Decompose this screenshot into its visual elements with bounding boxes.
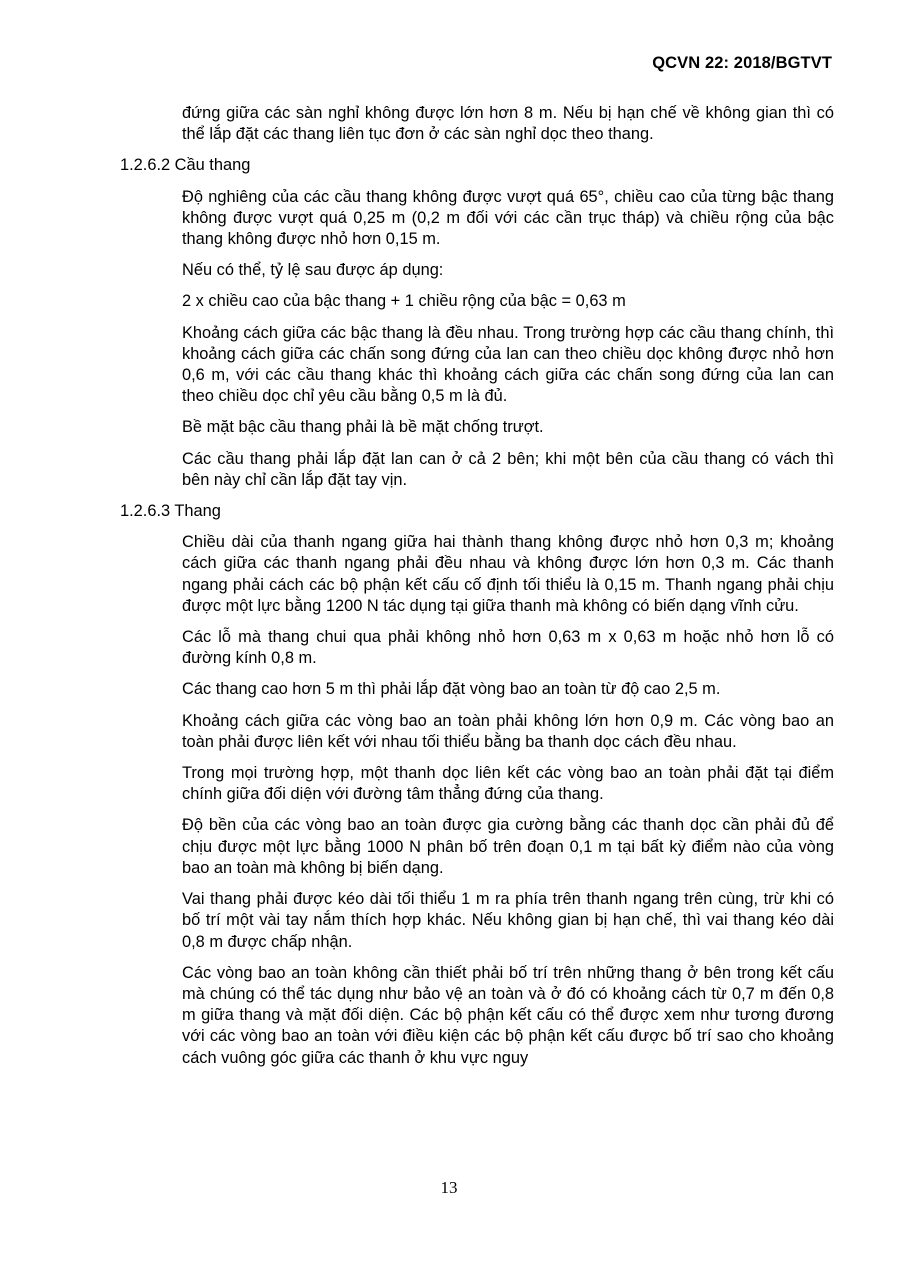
paragraph-stair-slope: Độ nghiêng của các cầu thang không được vượt quá 65°, chiều cao của từng bậc thang không được vượt quá 0,25 m (0,2 m đối với các cần trục tháp) và chiều rộng của bậc thang không được nhỏ hơn 0,15 m.: [182, 187, 834, 249]
paragraph-rung-length: Chiều dài của thanh ngang giữa hai thành thang không được nhỏ hơn 0,3 m; khoảng cách giữa các thanh ngang phải đều nhau và không được lớn hơn 0,3 m. Các thanh ngang phải cách các bộ phận kết cấu cố định tối thiểu là 0,15 m. Thanh ngang phải chịu được một lực bằng 1200 N tác dụng tại giữa thanh mà không có biến dạng vĩnh cửu.: [182, 533, 834, 615]
page-number: 13: [440, 1178, 458, 1197]
paragraph-safety-hoops-height: Các thang cao hơn 5 m thì phải lắp đặt vòng bao an toàn từ độ cao 2,5 m.: [182, 680, 721, 699]
paragraph-anti-slip: Bề mặt bậc cầu thang phải là bề mặt chống trượt.: [182, 418, 544, 437]
paragraph-ladder-extension: Vai thang phải được kéo dài tối thiểu 1 m ra phía trên thanh ngang trên cùng, trừ khi có bố trí một vài tay nắm thích hợp khác. Nếu không gian bị hạn chế, thì vai thang kéo dài 0,8 m được chấp nhận.: [182, 890, 834, 951]
section-heading-1-2-6-3: 1.2.6.3 Thang: [120, 502, 221, 521]
document-body: [0, 103, 898, 1079]
paragraph-hoop-strength: Độ bền của các vòng bao an toàn được gia cường bằng các thanh dọc cần phải đủ để chịu được một lực bằng 1000 N phân bố trên đoạn 0,1 m tại bất kỳ điểm nào của vòng bao an toàn mà không bị biến dạng.: [182, 816, 834, 877]
paragraph-hoop-center-bar: Trong mọi trường hợp, một thanh dọc liên kết các vòng bao an toàn phải đặt tại điểm chính giữa đối diện với đường tâm thẳng đứng của thang.: [182, 764, 834, 804]
paragraph-ratio-intro: Nếu có thể, tỷ lệ sau được áp dụng:: [182, 261, 444, 280]
document-header-code: QCVN 22: 2018/BGTVT: [652, 54, 832, 72]
paragraph-continuation: đứng giữa các sàn nghỉ không được lớn hơn 8 m. Nếu bị hạn chế về không gian thì có thể lắp đặt các thang liên tục đơn ở các sàn nghỉ dọc theo thang.: [182, 104, 834, 144]
paragraph-hoop-exemption: Các vòng bao an toàn không cần thiết phải bố trí trên những thang ở bên trong kết cấu mà chúng có thể tác dụng như bảo vệ an toàn và ở đó có khoảng cách từ 0,7 m đến 0,8 m giữa thang và mặt đối diện. Các bộ phận kết cấu có thể được xem như tương đương với các vòng bao an toàn với điều kiện các bộ phận kết cấu được bố trí sao cho khoảng cách vuông góc giữa các thanh ở khu vực nguy: [182, 963, 834, 1067]
section-heading-1-2-6-2: 1.2.6.2 Cầu thang: [120, 156, 251, 175]
paragraph-handrails: Các cầu thang phải lắp đặt lan can ở cả 2 bên; khi một bên của cầu thang có vách thì bên này chỉ cần lắp đặt tay vịn.: [182, 449, 834, 489]
paragraph-openings: Các lỗ mà thang chui qua phải không nhỏ hơn 0,63 m x 0,63 m hoặc nhỏ hơn lỗ có đường kính 0,8 m.: [182, 628, 834, 668]
paragraph-ratio-formula: 2 x chiều cao của bậc thang + 1 chiều rộng của bậc = 0,63 m: [182, 292, 626, 311]
paragraph-step-spacing: Khoảng cách giữa các bậc thang là đều nhau. Trong trường hợp các cầu thang chính, thì khoảng cách giữa các chấn song đứng của lan can theo chiều dọc không được nhỏ hơn 0,6 m, với các cầu thang khác thì khoảng cách giữa các chấn song đứng của lan can theo chiều dọc chỉ yêu cầu bằng 0,5 m là đủ.: [182, 323, 834, 406]
paragraph-hoop-spacing: Khoảng cách giữa các vòng bao an toàn phải không lớn hơn 0,9 m. Các vòng bao an toàn phải được liên kết với nhau tối thiểu bằng ba thanh dọc cách đều nhau.: [182, 711, 834, 751]
